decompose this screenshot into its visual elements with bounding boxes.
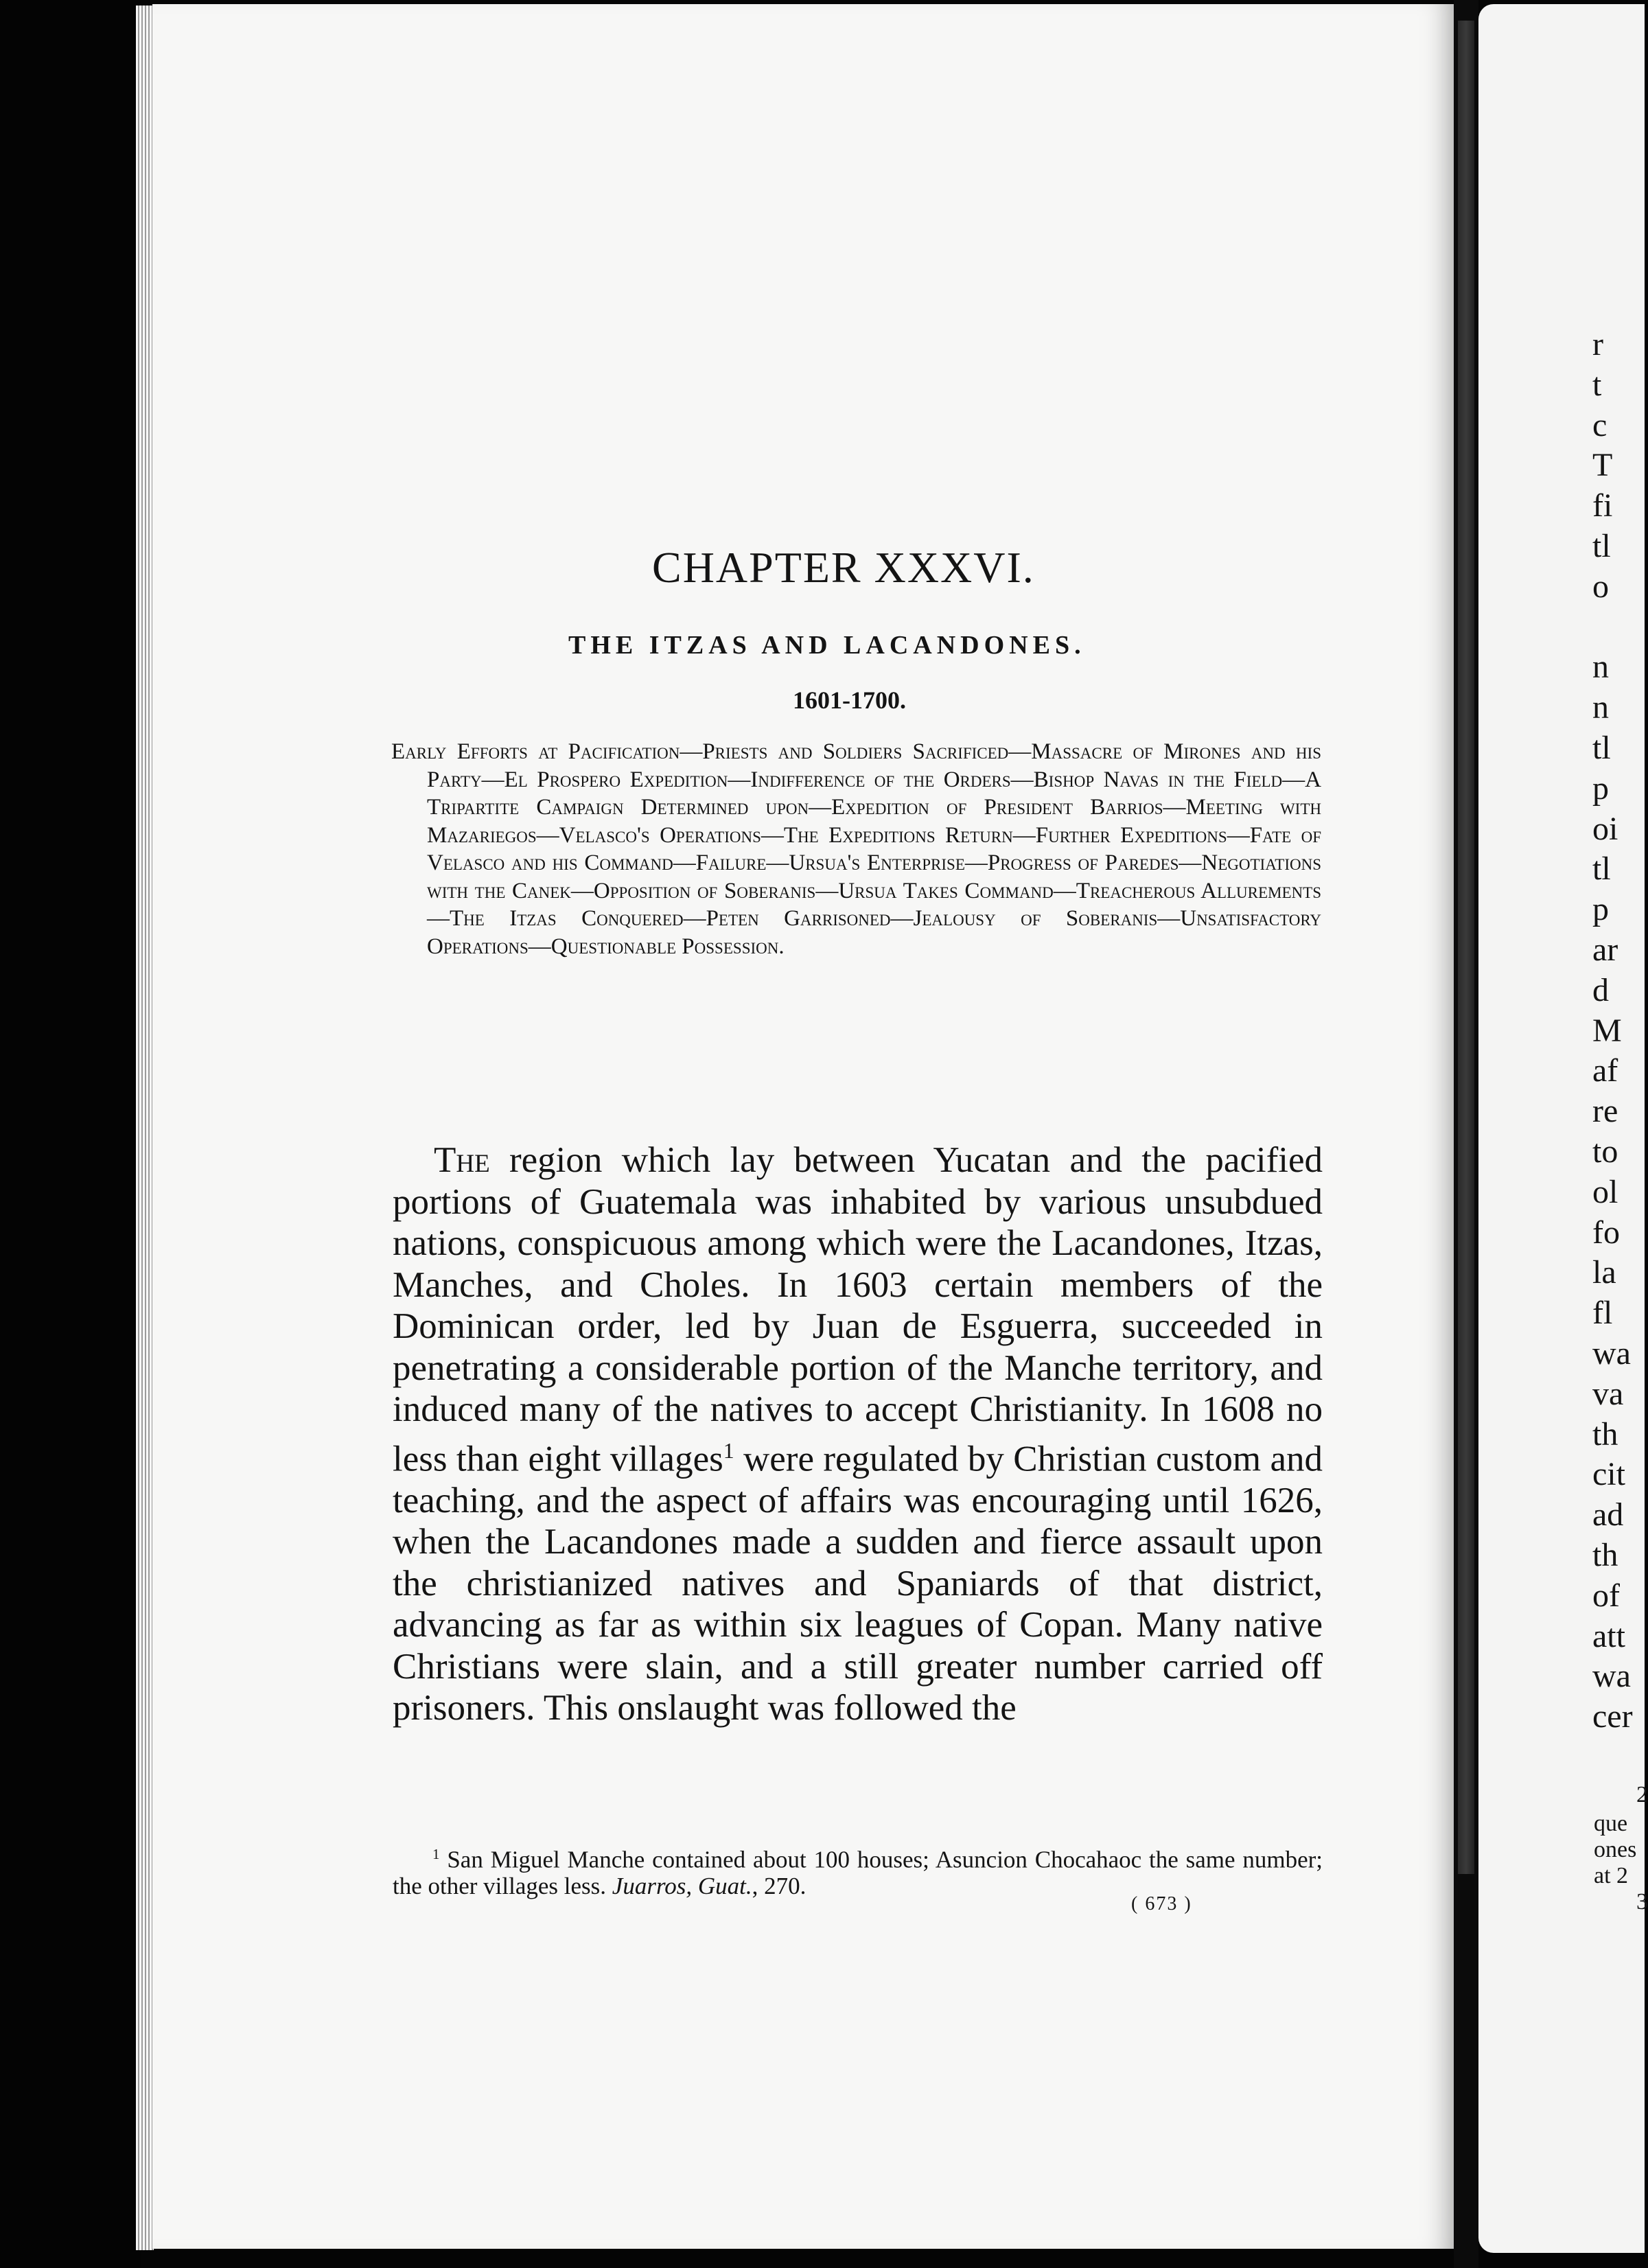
next-page-line-fragment: o xyxy=(1592,568,1609,605)
footnote-citation: Juarros, Guat. xyxy=(612,1872,752,1899)
footnote-reference: 1 xyxy=(723,1438,734,1463)
book-page xyxy=(152,4,1456,2249)
next-page-footnote-fragment: ones xyxy=(1594,1837,1637,1862)
next-page-line-fragment: p xyxy=(1592,891,1609,928)
next-page-line-fragment: tl xyxy=(1592,850,1611,888)
body-text-part-2: were regulated by Christian custom and teaching, and the aspect of affairs was encouraging until 1626, when the Lacandones made a sudden and fierce assault upon the christianized natives and Spaniards of that district, advancing as far as within six leagues of Copan. Many native Christians were slain, and a still greater number carried off prisoners. This onslaught was followed the xyxy=(393,1439,1323,1728)
next-page-line-fragment: d xyxy=(1592,971,1609,1008)
gutter-shadow xyxy=(1458,21,1474,1874)
next-page-fragment xyxy=(1478,4,1648,2253)
next-page-line-fragment: att xyxy=(1592,1617,1625,1654)
next-page-footnote-fragment: 2 xyxy=(1636,1782,1648,1807)
next-page-line-fragment: to xyxy=(1592,1133,1618,1170)
next-page-line-fragment: fi xyxy=(1592,487,1613,524)
next-page-line-fragment: p xyxy=(1592,769,1609,807)
next-page-line-fragment: wa xyxy=(1592,1335,1631,1372)
body-lead-word: The xyxy=(434,1140,490,1180)
footnote-text: San Miguel Manche contained about 100 houses; Asuncion Chocahaoc the same number; the other villages less. xyxy=(393,1846,1323,1899)
footnote xyxy=(393,1841,1323,1899)
next-page-line-fragment: n xyxy=(1592,649,1609,686)
next-page-line-fragment: T xyxy=(1592,447,1613,484)
footnote-marker: 1 xyxy=(432,1846,440,1862)
next-page-line-fragment: M xyxy=(1592,1012,1622,1049)
footnote-page-ref: , 270. xyxy=(752,1872,806,1899)
next-page-line-fragment: c xyxy=(1592,406,1608,443)
next-page-line-fragment: cit xyxy=(1592,1456,1625,1493)
next-page-line-fragment: va xyxy=(1592,1375,1624,1412)
next-page-line-fragment: ol xyxy=(1592,1173,1618,1210)
next-page-line-fragment: fl xyxy=(1592,1295,1613,1332)
next-page-line-fragment: th xyxy=(1592,1537,1618,1573)
page-number: ( 673 ) xyxy=(1131,1893,1192,1914)
next-page-line-fragment: tl xyxy=(1592,730,1611,766)
next-page-line-fragment: t xyxy=(1592,366,1602,403)
page-stack-edge xyxy=(136,5,154,2250)
next-page-line-fragment: oi xyxy=(1592,810,1618,847)
next-page-line-fragment: th xyxy=(1592,1415,1618,1453)
next-page-line-fragment: r xyxy=(1592,326,1603,362)
next-page-line-fragment: wa xyxy=(1592,1658,1631,1695)
chapter-years: 1601-1700. xyxy=(793,686,906,714)
next-page-text-edge xyxy=(1478,4,1648,2253)
next-page-line-fragment: tl xyxy=(1592,528,1611,564)
chapter-synopsis: Early Efforts at Pacification—Priests and Soldiers Sacrificed—Massacre of Mirones and his Party—El Prospero Expedition—Indifference of the Orders—Bishop Navas in the Field—A Tripartite Campaign Determined upon—Expedition of President Barrios—Meeting with Mazariegos—Velasco's Operations—The Expeditions Return—Further Expeditions—Fate of Velasco and his Command—Failure—Ursua's Enterprise—Progress of Paredes—Negotiations with the Canek—Opposition of Soberanis—Ursua Takes Command—Treacherous Allurements—The Itzas Conquered—Peten Garrisoned—Jealousy of Soberanis—Unsatisfactory Operations—Questionable Possession. xyxy=(391,739,1321,959)
next-page-line-fragment: cer xyxy=(1592,1698,1633,1735)
next-page-line-fragment: ar xyxy=(1592,931,1618,968)
body-text-part-1: region which lay between Yucatan and the pacified portions of Guatemala was inhabited by various unsubdued nations, conspicuous among which were the Lacandones, Itzas, Manches, and Choles. In 1603 certain members of the Dominican order, led by Juan de Esguerra, succeeded in penetrating a considerable portion of the Manche territory, and induced many of the natives to accept Christianity. In 1608 no less than eight villages xyxy=(393,1140,1323,1479)
left-dark-margin xyxy=(0,0,141,2268)
next-page-line-fragment: n xyxy=(1592,689,1609,726)
next-page-line-fragment: ad xyxy=(1592,1496,1624,1534)
next-page-line-fragment: of xyxy=(1592,1577,1620,1614)
chapter-title: CHAPTER XXXVI. xyxy=(652,543,1035,592)
next-page-line-fragment: re xyxy=(1592,1093,1618,1130)
next-page-line-fragment: fo xyxy=(1592,1214,1620,1251)
next-page-footnote-fragment: at 2 xyxy=(1594,1863,1629,1888)
body-paragraph xyxy=(393,1139,1323,1729)
next-page-footnote-fragment: que xyxy=(1594,1811,1628,1836)
next-page-line-fragment: la xyxy=(1592,1254,1616,1291)
chapter-subject: THE ITZAS AND LACANDONES. xyxy=(568,631,1086,660)
next-page-footnote-fragment: 3 xyxy=(1636,1889,1648,1914)
next-page-line-fragment: af xyxy=(1592,1052,1618,1089)
